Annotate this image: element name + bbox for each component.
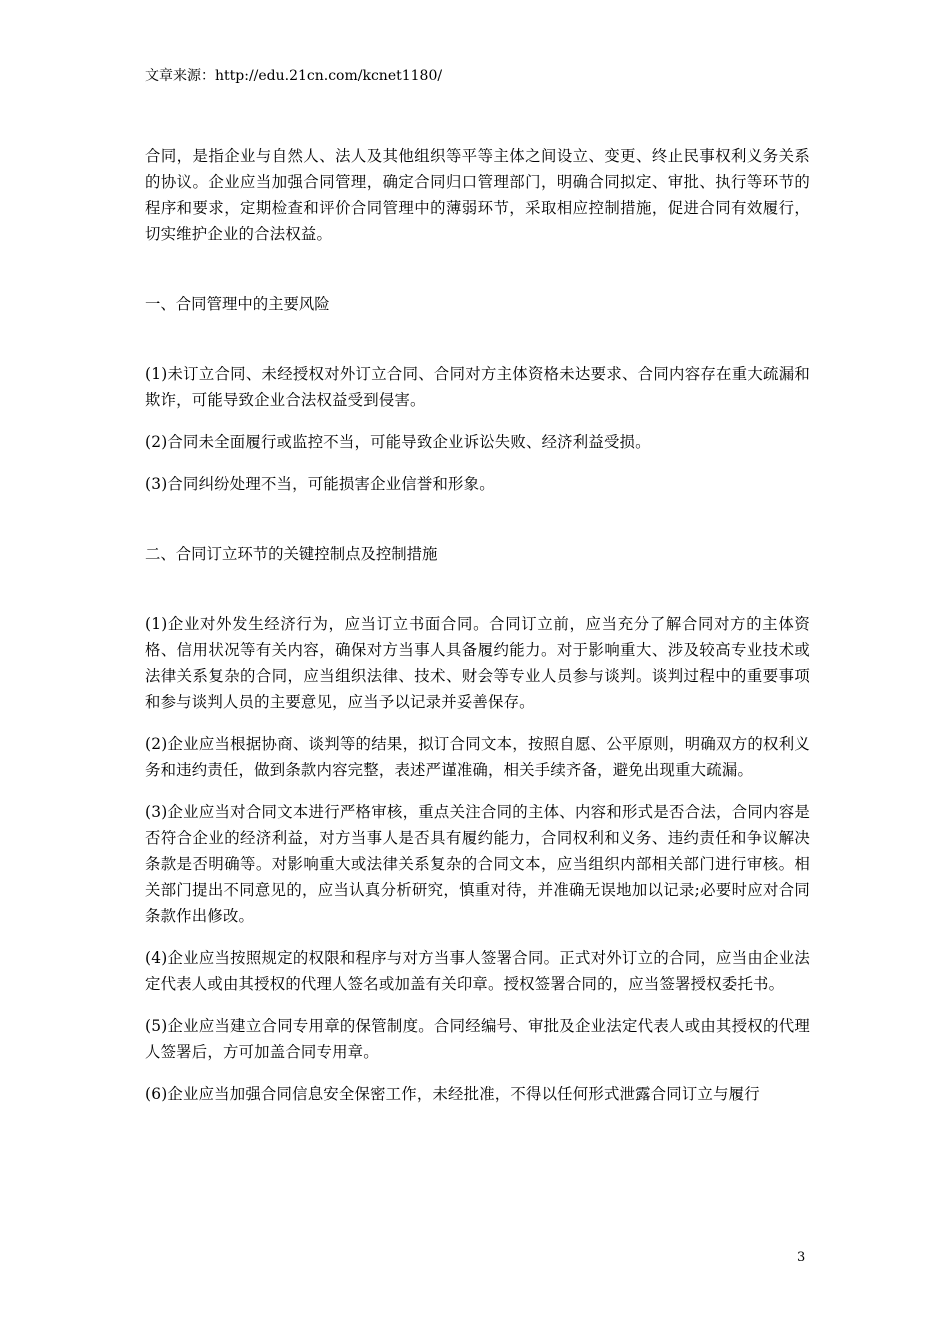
control-item-6: (6)企业应当加强合同信息安全保密工作，未经批准，不得以任何形式泄露合同订立与履行: [145, 1085, 760, 1103]
document-body: [145, 143, 810, 1107]
control-item-2: (2)企业应当根据协商、谈判等的结果，拟订合同文本，按照自愿、公平原则，明确双方的权利义务和违约责任，做到条款内容完整，表述严谨准确，相关手续齐备，避免出现重大疏漏。: [145, 735, 810, 779]
control-item-4: (4)企业应当按照规定的权限和程序与对方当事人签署合同。正式对外订立的合同，应当由企业法定代表人或由其授权的代理人签名或加盖有关印章。授权签署合同的，应当签署授权委托书。: [145, 949, 810, 993]
intro-paragraph: 合同，是指企业与自然人、法人及其他组织等平等主体之间设立、变更、终止民事权利义务关系的协议。企业应当加强合同管理，确定合同归口管理部门，明确合同拟定、审批、执行等环节的程序和要求，定期检查和评价合同管理中的薄弱环节，采取相应控制措施，促进合同有效履行，切实维护企业的合法权益。: [145, 147, 810, 243]
risk-item-3: (3)合同纠纷处理不当，可能损害企业信誉和形象。: [145, 475, 495, 493]
control-item-3: (3)企业应当对合同文本进行严格审核，重点关注合同的主体、内容和形式是否合法，合同内容是否符合企业的经济利益，对方当事人是否具有履约能力，合同权利和义务、违约责任和争议解决条款是否明确等。对影响重大或法律关系复杂的合同文本，应当组织内部相关部门进行审核。相关部门提出不同意见的，应当认真分析研究，慎重对待，并准确无误地加以记录;必要时应对合同条款作出修改。: [145, 803, 810, 925]
source-line: 文章来源：http://edu.21cn.com/kcnet1180/: [145, 68, 443, 84]
control-item-5: (5)企业应当建立合同专用章的保管制度。合同经编号、审批及企业法定代表人或由其授权的代理人签署后，方可加盖合同专用章。: [145, 1017, 810, 1061]
risk-item-1: (1)未订立合同、未经授权对外订立合同、合同对方主体资格未达要求、合同内容存在重大疏漏和欺诈，可能导致企业合法权益受到侵害。: [145, 365, 810, 409]
risk-item-2: (2)合同未全面履行或监控不当，可能导致企业诉讼失败、经济利益受损。: [145, 433, 651, 451]
control-item-1: (1)企业对外发生经济行为，应当订立书面合同。合同订立前，应当充分了解合同对方的主体资格、信用状况等有关内容，确保对方当事人具备履约能力。对于影响重大、涉及较高专业技术或法律关系复杂的合同，应当组织法律、技术、财会等专业人员参与谈判。谈判过程中的重要事项和参与谈判人员的主要意见，应当予以记录并妥善保存。: [145, 615, 810, 711]
section-heading-risks: 一、合同管理中的主要风险: [145, 295, 330, 313]
section-heading-controls: 二、合同订立环节的关键控制点及控制措施: [145, 545, 438, 563]
page-number: 3: [797, 1250, 806, 1265]
